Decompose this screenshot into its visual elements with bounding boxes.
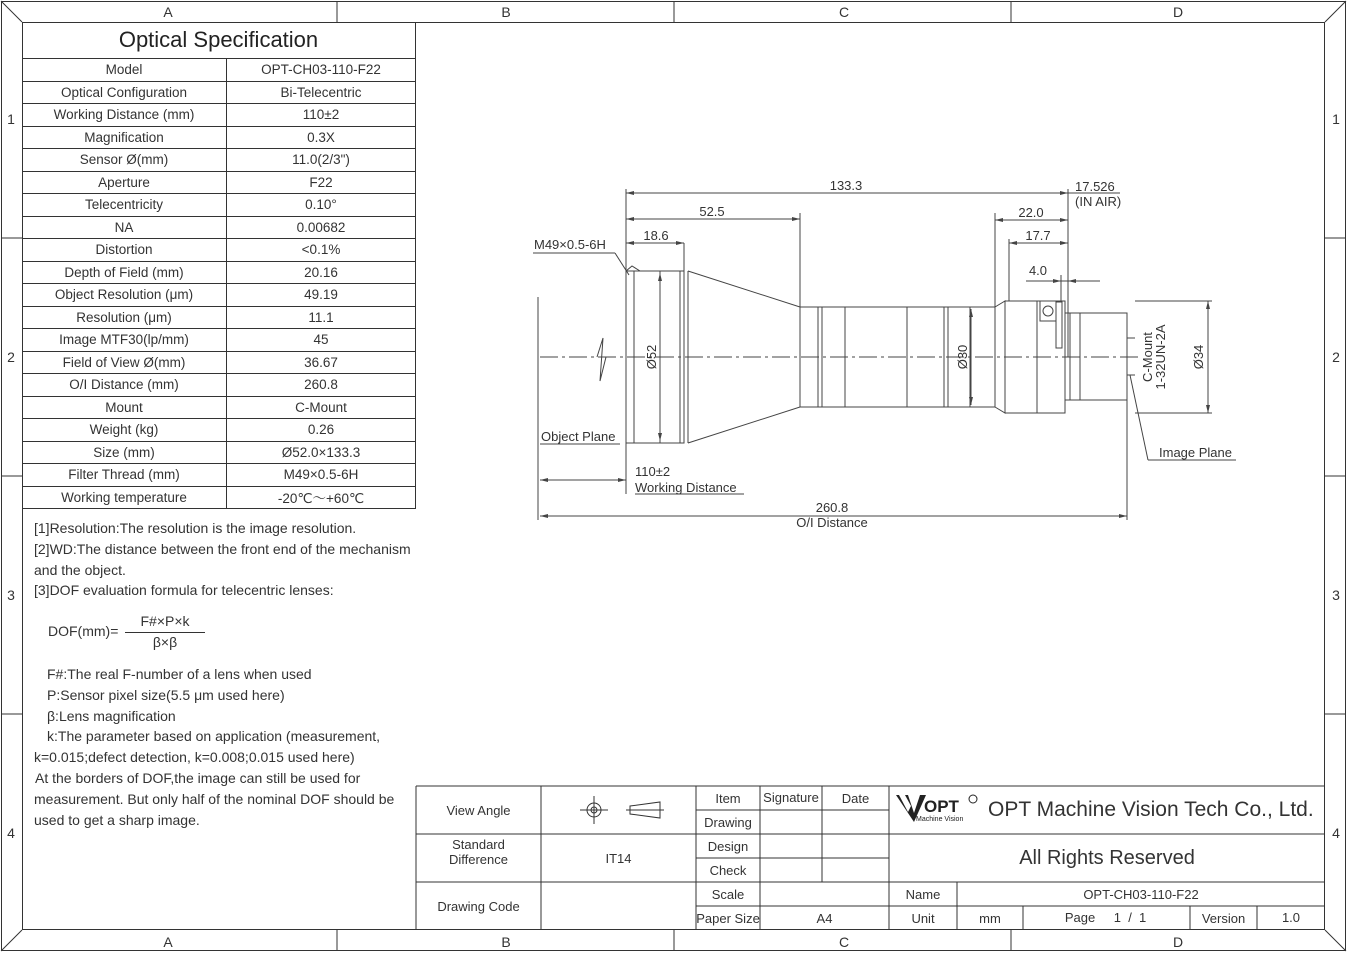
design-row-label: Design	[707, 838, 749, 854]
zone-col-a-bottom: A	[163, 934, 173, 950]
dim-18-6: 18.6	[643, 228, 669, 243]
spec-label: Sensor Ø(mm)	[22, 149, 227, 172]
dia-rear: Ø34	[1191, 344, 1206, 370]
spec-label: Optical Configuration	[22, 81, 227, 104]
zone-col-d-bottom: D	[1172, 934, 1184, 950]
note-border-3: used to get a sharp image.	[34, 811, 200, 828]
spec-value: OPT-CH03-110-F22	[227, 59, 416, 82]
formula-denominator: β×β	[152, 634, 178, 650]
spec-value: 45	[227, 329, 416, 352]
spec-label: NA	[22, 216, 227, 239]
zone-row-4: 4	[7, 825, 15, 841]
spec-value: 260.8	[227, 374, 416, 397]
note-dof: [3]DOF evaluation formula for telecentric lenses:	[34, 582, 334, 599]
version-label: Version	[1201, 910, 1246, 926]
legend-f: F#:The real F-number of a lens when used	[47, 666, 312, 682]
scale-label: Scale	[711, 886, 745, 902]
spec-label: Depth of Field (mm)	[22, 261, 227, 284]
dim-17-7: 17.7	[1025, 228, 1051, 243]
legend-beta: β:Lens magnification	[47, 707, 176, 724]
zone-col-c: C	[838, 4, 850, 20]
zone-row-2: 2	[7, 349, 15, 365]
company-name: OPT Machine Vision Tech Co., Ltd.	[988, 797, 1314, 821]
dim-back-focus: 17.526	[1075, 179, 1115, 194]
note-wd-line1: [2]WD:The distance between the front end of the mechanism	[34, 540, 411, 557]
spec-label: Aperture	[22, 171, 227, 194]
paper-size-label: Paper Size	[696, 910, 760, 926]
paper-size-value: A4	[816, 910, 833, 926]
zone-col-a: A	[163, 4, 173, 20]
image-plane-label: Image Plane	[1159, 445, 1232, 460]
spec-value: 0.26	[227, 419, 416, 442]
formula-numerator: F#×P×k	[140, 613, 190, 629]
legend-k2: k=0.015;defect detection, k=0.008;0.015 used here)	[34, 749, 355, 766]
dim-52-5: 52.5	[699, 204, 725, 219]
spec-value: <0.1%	[227, 239, 416, 262]
spec-value: 49.19	[227, 284, 416, 307]
view-angle-label: View Angle	[446, 802, 511, 818]
zone-col-c-bottom: C	[838, 934, 850, 950]
date-header: Date	[841, 790, 870, 806]
oi-value: 260.8	[815, 500, 849, 515]
dim-back-focus-note: (IN AIR)	[1075, 194, 1122, 209]
spec-label: Mount	[22, 396, 227, 419]
spec-table-title: Optical Specification	[22, 22, 416, 59]
spec-label: Field of View Ø(mm)	[22, 351, 227, 374]
spec-label: Distortion	[22, 239, 227, 262]
zone-row-4-right: 4	[1332, 825, 1340, 841]
zone-row-2-right: 2	[1332, 349, 1340, 365]
logo-subtext: Machine Vision	[916, 816, 964, 823]
note-border-2: measurement. But only half of the nominal DOF should be	[34, 790, 395, 807]
spec-value: 11.1	[227, 306, 416, 329]
wd-label: Working Distance	[635, 480, 737, 495]
drawing-row-label: Drawing	[704, 814, 752, 830]
spec-value: C-Mount	[227, 396, 416, 419]
formula-lhs: DOF(mm)=	[48, 623, 119, 639]
spec-value: 0.3X	[227, 126, 416, 149]
spec-value: 0.10°	[227, 194, 416, 217]
standard-diff-label-1: Standard	[452, 836, 505, 852]
spec-label: Magnification	[22, 126, 227, 149]
legend-p: P:Sensor pixel size(5.5 μm used here)	[47, 686, 285, 703]
zone-row-3-right: 3	[1332, 587, 1340, 603]
mount-thread-spec: 1-32UN-2A	[1153, 324, 1168, 390]
spec-value: 0.00682	[227, 216, 416, 239]
spec-label: Filter Thread (mm)	[22, 464, 227, 487]
page-label: Page	[1064, 909, 1096, 925]
item-header: Item	[715, 790, 741, 806]
spec-label: O/I Distance (mm)	[22, 374, 227, 397]
page-value: 1 / 1	[1113, 909, 1147, 925]
zone-row-1-right: 1	[1332, 111, 1340, 127]
zone-row-1: 1	[7, 111, 15, 127]
drawing-code-label: Drawing Code	[437, 898, 520, 914]
zone-row-3: 3	[7, 587, 15, 603]
spec-label: Telecentricity	[22, 194, 227, 217]
oi-label: O/I Distance	[796, 515, 868, 530]
dim-22: 22.0	[1018, 205, 1044, 220]
spec-label: Resolution (μm)	[22, 306, 227, 329]
spec-label: Working Distance (mm)	[22, 104, 227, 127]
note-wd-line2: and the object.	[34, 561, 126, 578]
spec-value: F22	[227, 171, 416, 194]
unit-value: mm	[979, 910, 1001, 926]
spec-value: 110±2	[227, 104, 416, 127]
note-border-1: At the borders of DOF,the image can still be used for	[35, 769, 361, 786]
note-resolution: [1]Resolution:The resolution is the image resolution.	[34, 520, 357, 536]
spec-value: 20.16	[227, 261, 416, 284]
zone-col-b-bottom: B	[501, 934, 511, 950]
spec-label: Size (mm)	[22, 441, 227, 464]
spec-value: Ø52.0×133.3	[227, 441, 416, 464]
spec-label: Image MTF30(lp/mm)	[22, 329, 227, 352]
standard-diff-label-2: Difference	[448, 851, 508, 867]
spec-label: Object Resolution (μm)	[22, 284, 227, 307]
zone-col-d: D	[1172, 4, 1184, 20]
standard-diff-value: IT14	[605, 850, 632, 866]
name-label: Name	[905, 886, 941, 902]
dia-front: Ø52	[644, 344, 659, 370]
object-plane-label: Object Plane	[541, 429, 616, 444]
spec-value: 11.0(2/3")	[227, 149, 416, 172]
spec-value: -20℃～+60℃	[227, 486, 416, 509]
check-row-label: Check	[709, 862, 747, 878]
wd-value: 110±2	[635, 464, 671, 479]
spec-value: 36.67	[227, 351, 416, 374]
opt-logo	[896, 795, 977, 823]
spec-label: Working temperature	[22, 486, 227, 509]
spec-value: Bi-Telecentric	[227, 81, 416, 104]
version-value: 1.0	[1281, 909, 1301, 925]
thread-callout: M49×0.5-6H	[534, 237, 606, 252]
dim-overall-length: 133.3	[829, 178, 863, 193]
unit-label: Unit	[911, 910, 935, 926]
logo-text: OPT	[924, 797, 959, 816]
spec-value: M49×0.5-6H	[227, 464, 416, 487]
spec-label: Model	[22, 59, 227, 82]
spec-label: Weight (kg)	[22, 419, 227, 442]
zone-col-b: B	[501, 4, 511, 20]
name-value: OPT-CH03-110-F22	[1083, 886, 1199, 902]
mount-label: C-Mount	[1140, 332, 1155, 382]
dia-middle: Ø30	[955, 344, 970, 370]
legend-k1: k:The parameter based on application (measurement,	[47, 728, 381, 745]
rights-text: All Rights Reserved	[1019, 846, 1195, 869]
signature-header: Signature	[763, 789, 819, 805]
dim-4: 4.0	[1028, 263, 1048, 278]
